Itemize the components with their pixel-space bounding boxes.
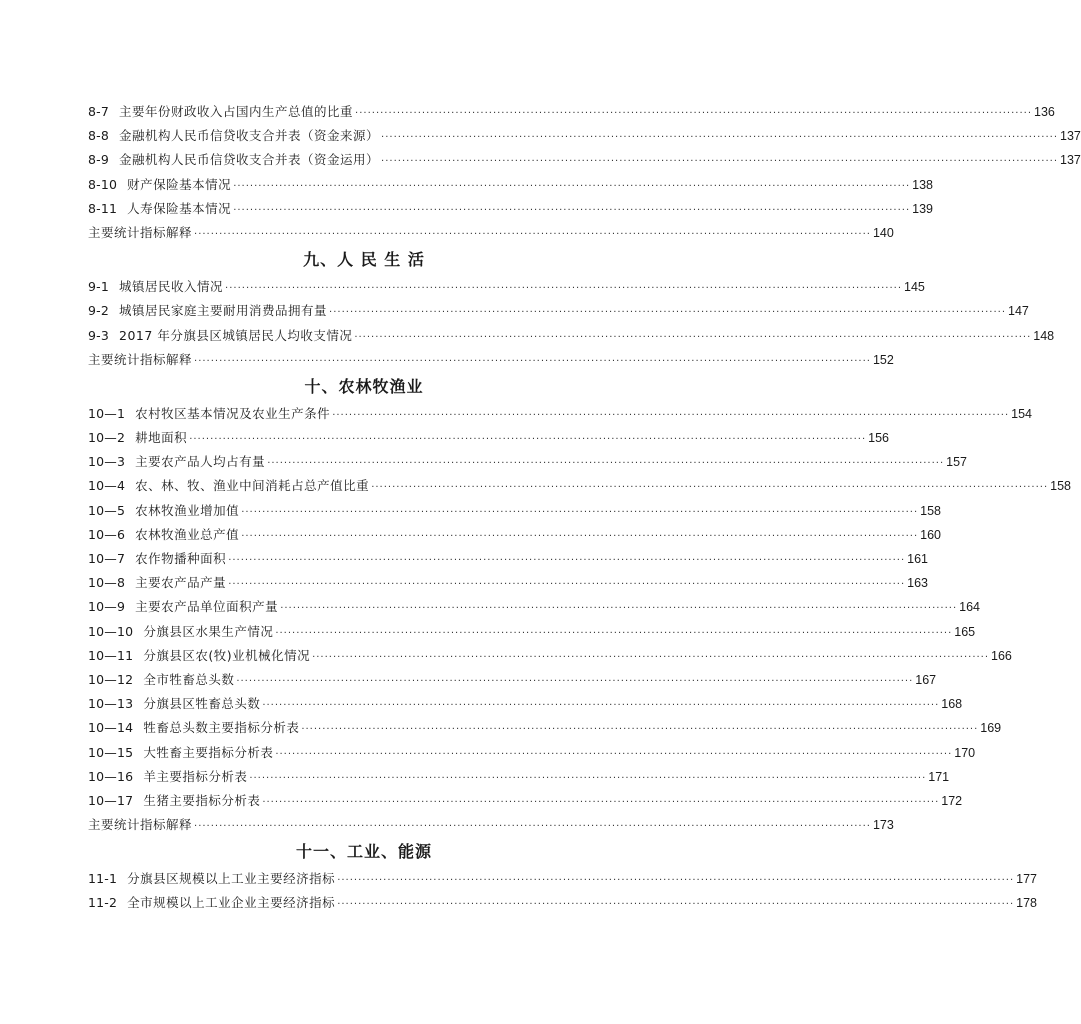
toc-entry[interactable] [88,620,976,644]
entry-title: 牲畜总头数主要指标分析表 [143,720,300,736]
entry-page-number: 158 [920,503,941,518]
entry-title: 农作物播种面积 [135,551,227,566]
entry-page-number: 145 [904,280,925,295]
entry-title: 农林牧渔业总产值 [135,526,240,542]
entry-page-number: 140 [872,225,894,240]
entry-title: 人寿保险基本情况 [127,200,232,216]
entry-number: 10—14 [88,720,134,736]
entry-page-number: 166 [991,648,1012,663]
entry-title: 农、林、牧、渔业中间消耗占总产值比重 [135,478,370,494]
entry-page-number: 177 [1016,872,1037,887]
toc-entry[interactable] [88,789,963,813]
toc-summary-entry[interactable] [88,221,894,245]
toc-entry[interactable] [88,299,1029,323]
dot-leader [280,597,957,621]
toc-entry[interactable] [88,523,941,547]
toc-entry[interactable] [88,547,928,571]
entry-page-number: 154 [1011,406,1032,421]
entry-title: 生猪主要指标分析表 [143,792,261,808]
dot-leader [337,869,1014,893]
entry-number: 10—6 [88,526,126,542]
dot-leader [225,277,902,301]
entry-number: 10—11 [88,647,134,663]
entry-number: 10—17 [88,792,134,808]
entry-title: 全市规模以上工业企业主要经济指标 [127,895,336,911]
entry-number: 11-1 [88,871,118,887]
dot-leader [241,525,918,549]
toc-entry[interactable] [88,867,1037,891]
entry-page-number: 161 [907,552,928,566]
entry-page-number: 170 [954,745,976,760]
dot-leader [233,175,910,199]
dot-leader [381,150,1058,174]
toc-summary-entry[interactable] [88,813,894,837]
toc-entry[interactable] [88,324,1055,348]
dot-leader [241,501,918,525]
entry-title: 羊主要指标分析表 [143,768,248,784]
entry-number: 8-7 [88,104,110,119]
toc-entry[interactable] [88,474,1071,498]
entry-number: 10—1 [88,405,126,421]
entry-number: 10—2 [88,430,126,446]
toc-entry[interactable] [88,173,933,197]
dot-leader [236,670,913,694]
entry-number: 10—8 [88,575,126,591]
entry-page-number: 173 [872,818,894,833]
entry-page-number: 167 [915,672,937,687]
entry-title: 金融机构人民币信贷收支合并表（资金来源） [119,128,380,144]
toc-entry[interactable] [88,426,889,450]
entry-number: 10—15 [88,744,134,760]
toc-summary-entry[interactable] [88,348,894,372]
toc-entry[interactable] [88,692,963,716]
dot-leader [275,622,952,646]
dot-leader [354,326,1031,350]
entry-title: 主要统计指标解释 [88,351,193,367]
dot-leader [355,102,1032,126]
entry-page-number: 178 [1016,896,1037,911]
entry-number: 10—13 [88,696,134,712]
entry-number: 10—7 [88,551,126,566]
toc-entry[interactable] [88,716,1002,740]
entry-number: 10—12 [88,671,134,687]
entry-page-number: 172 [941,793,963,808]
entry-title: 城镇居民家庭主要耐用消费品拥有量 [119,303,328,319]
dot-leader [275,743,952,767]
entry-page-number: 137 [1060,129,1081,144]
entry-title: 主要统计指标解释 [88,817,193,833]
entry-title: 分旗县区牲畜总头数 [143,696,261,712]
toc-entry[interactable] [88,124,1081,148]
toc-entry[interactable] [88,100,1055,124]
entry-number: 8-8 [88,128,110,144]
dot-leader [194,223,871,247]
entry-title: 金融机构人民币信贷收支合并表（资金运用） [119,152,380,168]
entry-title: 分旗县区水果生产情况 [143,623,274,639]
entry-page-number: 152 [872,352,894,367]
entry-page-number: 158 [1050,479,1071,494]
entry-title: 城镇居民收入情况 [119,279,224,295]
entry-page-number: 164 [959,600,980,615]
entry-title: 财产保险基本情况 [127,176,232,192]
entry-number: 10—3 [88,454,126,470]
entry-page-number: 160 [920,527,941,542]
entry-page-number: 171 [928,769,950,784]
entry-title: 农村牧区基本情况及农业生产条件 [135,405,331,421]
entry-number: 10—9 [88,599,126,615]
toc-entry[interactable] [88,499,941,523]
entry-page-number: 137 [1060,153,1081,168]
toc-entry[interactable] [88,275,925,299]
toc-entry[interactable] [88,450,967,474]
entry-title: 2017 年分旗县区城镇居民人均收支情况 [119,327,353,343]
table-of-contents [88,100,1081,916]
dot-leader [194,815,871,839]
section-heading: 九、人 民 生 活 [303,250,425,270]
dot-leader [301,718,978,742]
dot-leader [249,767,926,791]
entry-number: 9-1 [88,279,110,295]
entry-page-number: 136 [1034,105,1055,119]
entry-title: 主要农产品单位面积产量 [135,599,279,615]
entry-title: 主要统计指标解释 [88,224,193,240]
toc-entry[interactable] [88,595,980,619]
dot-leader [332,404,1009,428]
dot-leader [371,476,1048,500]
entry-title: 主要年份财政收入占国内生产总值的比重 [119,104,354,119]
entry-number: 10—10 [88,623,134,639]
entry-title: 分旗县区规模以上工业主要经济指标 [127,871,336,887]
entry-title: 耕地面积 [135,430,188,446]
entry-number: 10—4 [88,478,126,494]
section-heading: 十一、工业、能源 [295,842,432,862]
entry-title: 全市牲畜总头数 [143,671,235,687]
toc-entry[interactable] [88,891,1037,915]
section-heading: 十、农林牧渔业 [304,376,424,396]
toc-entry[interactable] [88,148,1081,172]
entry-number: 10—5 [88,502,126,518]
dot-leader [194,350,871,374]
dot-leader [262,694,939,718]
entry-title: 主要农产品人均占有量 [135,454,266,470]
dot-leader [233,199,910,223]
entry-number: 9-3 [88,327,110,343]
toc-entry[interactable] [88,571,928,595]
entry-page-number: 163 [907,576,928,591]
entry-title: 农林牧渔业增加值 [135,502,240,518]
entry-title: 大牲畜主要指标分析表 [143,744,274,760]
dot-leader [267,452,944,476]
dot-leader [262,791,939,815]
dot-leader [381,126,1058,150]
entry-number: 9-2 [88,303,110,319]
entry-title: 分旗县区农(牧)业机械化情况 [143,647,311,663]
entry-title: 主要农产品产量 [135,575,227,591]
entry-page-number: 148 [1033,328,1055,343]
entry-page-number: 169 [980,721,1002,736]
entry-number: 11-2 [88,895,118,911]
dot-leader [337,893,1014,917]
dot-leader [189,428,866,452]
entry-number: 8-10 [88,176,118,192]
entry-number: 8-11 [88,200,118,216]
entry-page-number: 147 [1008,304,1029,319]
entry-page-number: 168 [941,697,963,712]
dot-leader [228,573,905,597]
entry-page-number: 165 [954,624,976,639]
toc-entry[interactable] [88,402,1032,426]
entry-page-number: 156 [868,431,889,446]
toc-entry[interactable] [88,668,937,692]
toc-entry[interactable] [88,197,933,221]
dot-leader [329,301,1006,325]
toc-entry[interactable] [88,765,950,789]
entry-page-number: 139 [912,201,933,216]
dot-leader [228,549,905,573]
toc-entry[interactable] [88,741,976,765]
toc-entry[interactable] [88,644,1012,668]
entry-number: 8-9 [88,152,110,168]
entry-number: 10—16 [88,768,134,784]
entry-page-number: 138 [912,177,933,192]
entry-page-number: 157 [946,455,967,470]
dot-leader [312,646,989,670]
